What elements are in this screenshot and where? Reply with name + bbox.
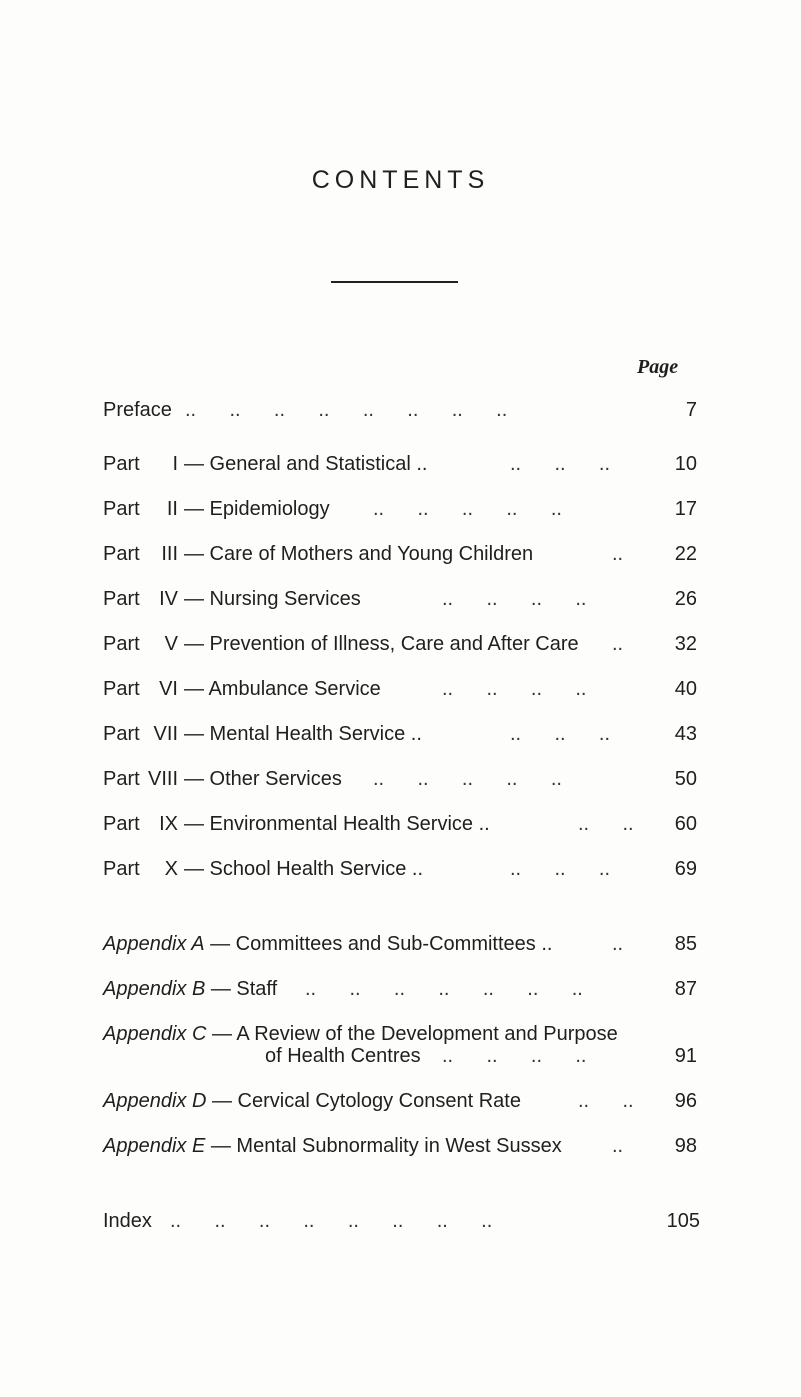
part-numeral: IV — [159, 588, 178, 610]
part-prefix: Part — [103, 768, 140, 790]
appendix-title: — Mental Subnormality in West Sussex — [205, 1135, 562, 1157]
appendix-title: — Committees and Sub-Committees .. — [204, 933, 553, 955]
part-page: 40 — [674, 678, 697, 700]
part-numeral: IX — [159, 813, 178, 835]
part-prefix: Part — [103, 813, 140, 835]
part-numeral: II — [166, 498, 178, 520]
contents-title: CONTENTS — [311, 166, 490, 194]
part-leader: .. .. .. — [510, 858, 611, 880]
appendix-title-continued: of Health Centres — [265, 1045, 421, 1067]
part-page: 26 — [674, 588, 697, 610]
part-title: — Care of Mothers and Young Children — [184, 543, 534, 565]
appendix-leader: .. — [612, 1135, 624, 1157]
part-title: — Other Services — [184, 768, 342, 790]
appendix-page: 85 — [674, 933, 697, 955]
part-numeral: X — [164, 858, 178, 880]
appendix-entry — [103, 1089, 521, 1113]
part-numeral: III — [161, 543, 178, 565]
part-title: — Epidemiology — [184, 498, 330, 520]
part-leader: .. .. .. .. .. — [373, 498, 562, 520]
appendix-page: 87 — [674, 978, 697, 1000]
part-numeral: V — [164, 633, 178, 655]
index-page: 105 — [666, 1210, 700, 1232]
part-numeral: VII — [153, 723, 178, 745]
part-prefix: Part — [103, 633, 140, 655]
preface-page: 7 — [685, 399, 697, 421]
part-prefix: Part — [103, 678, 140, 700]
part-page: 22 — [674, 543, 697, 565]
index-label: Index — [103, 1210, 152, 1232]
appendix-leader: .. — [612, 933, 624, 955]
appendix-label: Appendix C — [103, 1023, 207, 1045]
appendix-label: Appendix B — [103, 978, 206, 1000]
part-leader: .. — [612, 633, 624, 655]
appendix-page: 98 — [674, 1135, 697, 1157]
part-leader: .. .. — [578, 813, 634, 835]
part-numeral: VI — [159, 678, 178, 700]
title-divider — [331, 281, 458, 283]
appendix-leader: .. .. — [578, 1090, 634, 1112]
appendix-page: 91 — [674, 1045, 697, 1067]
part-prefix: Part — [103, 723, 140, 745]
appendix-title: — Staff — [205, 978, 278, 1000]
appendix-label: Appendix A — [103, 933, 205, 955]
part-page: 50 — [674, 768, 697, 790]
part-leader: .. .. .. .. — [442, 588, 587, 610]
part-leader: .. .. .. — [510, 723, 611, 745]
appendix-entry — [103, 1022, 618, 1046]
part-title: — General and Statistical .. — [184, 453, 428, 475]
part-title: — Ambulance Service — [184, 678, 381, 700]
part-leader: .. .. .. — [510, 453, 611, 475]
part-page: 10 — [674, 453, 697, 475]
part-page: 60 — [674, 813, 697, 835]
part-leader: .. .. .. .. .. — [373, 768, 562, 790]
appendix-leader: .. .. .. .. .. .. .. — [305, 978, 583, 1000]
part-title: — Environmental Health Service .. — [184, 813, 490, 835]
preface-label: Preface — [103, 399, 172, 421]
part-leader: .. .. .. .. — [442, 678, 587, 700]
part-page: 32 — [674, 633, 697, 655]
preface-leader: .. .. .. .. .. .. .. .. — [185, 399, 508, 421]
appendix-label: Appendix D — [103, 1090, 207, 1112]
appendix-entry — [103, 1134, 562, 1158]
part-numeral: I — [172, 453, 178, 475]
appendix-page: 96 — [674, 1090, 697, 1112]
part-prefix: Part — [103, 858, 140, 880]
part-page: 69 — [674, 858, 697, 880]
appendix-leader: .. .. .. .. — [442, 1045, 587, 1067]
part-prefix: Part — [103, 453, 140, 475]
appendix-title: — Cervical Cytology Consent Rate — [206, 1090, 521, 1112]
appendix-entry — [103, 932, 552, 956]
part-leader: .. — [612, 543, 624, 565]
part-page: 43 — [674, 723, 697, 745]
part-prefix: Part — [103, 543, 140, 565]
part-prefix: Part — [103, 498, 140, 520]
part-title: — Prevention of Illness, Care and After Care — [184, 633, 579, 655]
appendix-title: — A Review of the Development and Purpose — [206, 1023, 618, 1045]
appendix-entry — [103, 977, 277, 1001]
part-title: — Mental Health Service .. — [184, 723, 422, 745]
part-title: — School Health Service .. — [184, 858, 423, 880]
part-title: — Nursing Services — [184, 588, 361, 610]
part-prefix: Part — [103, 588, 140, 610]
appendix-label: Appendix E — [103, 1135, 206, 1157]
part-page: 17 — [674, 498, 697, 520]
page-column-heading: Page — [637, 356, 679, 378]
index-leader: .. .. .. .. .. .. .. .. — [170, 1210, 493, 1232]
part-numeral: VIII — [147, 768, 178, 790]
